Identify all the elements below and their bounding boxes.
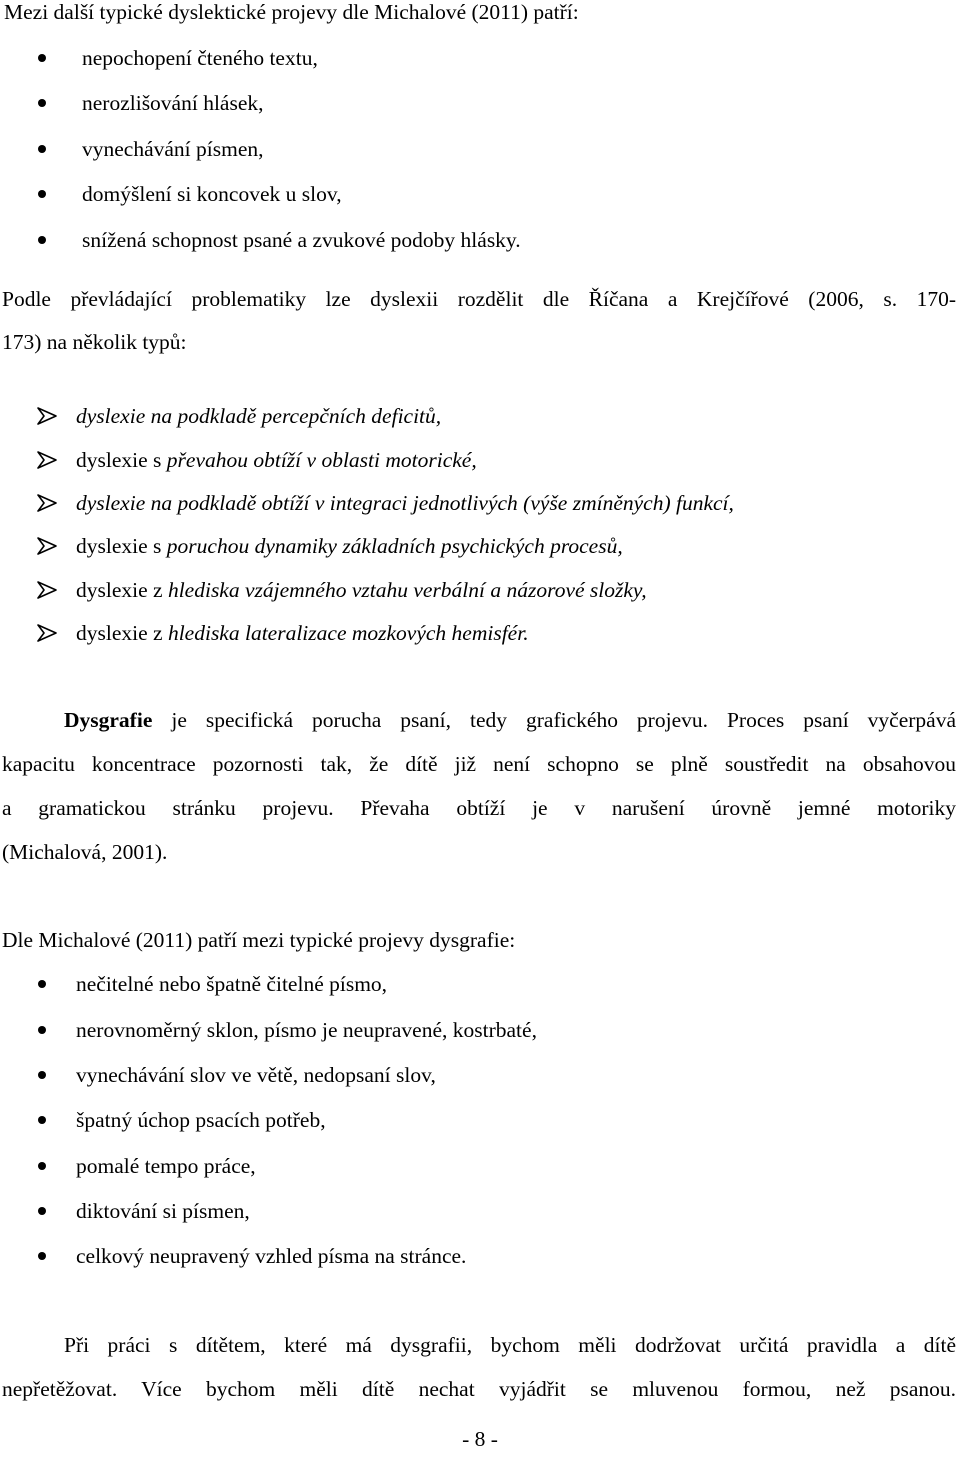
document-page: Mezi další typické dyslektické projevy dle Michalové (2011) patří: nepochopení čteného textu, nerozlišování hlásek, vynechávání písmen, domýšlení si koncovek u slov, snížená schopnost psané a zvukové podoby hlásky. Podle převládající problematiky lze dyslexii rozdělit dle Říčana a Krejčířové (2006, s. 170- 173) na několik typů: dyslexie na podkladě percepčních deficitů, dyslexie s převahou obtíží v oblasti motorické, dyslexie na podkladě obtíží v integraci jednotlivých (výše zmíněných) funkcí, dyslexie s poruchou dynamiky základních psychických procesů, dyslexie z hlediska vzájemného vztahu verbální a názorové složky, dyslexie z hlediska lateralizace mozkových hemisfér. Dysgrafie je specifická porucha psaní, tedy grafického projevu. Proces psaní vyčerpává kapacitu koncentrace pozornosti tak, že dítě již není schopno se plně soustředit na obsahovou a gramatickou stránku projevu. Převaha obtíží je v narušení úrovně jemné motoriky (Michalová, 2001). Dle Michalové (2011) patří mezi typické projevy dysgrafie: nečitelné nebo špatně čitelné písmo, nerovnoměrný sklon, písmo je neupravené, kostrbaté, vynechávání slov ve větě, nedopsaní slov, špatný úchop psacích potřeb, pomalé tempo práce, diktování si písmen, celkový neupravený vzhled písma na stránce. Při práci s dítětem, které má dysgrafii, bychom měli dodržovat určitá pravidla a dítě nepřetěžovat. Více bychom měli dítě nechat vyjádřit se mluvenou formou, než psanou. - 8 - (0, 0, 960, 1462)
page-number: - 8 - (462, 1427, 498, 1451)
arrow-bullet-icon (36, 406, 58, 426)
bullet-icon (38, 1207, 46, 1215)
arrow-bullet-icon (36, 536, 58, 556)
arrow-bullet-icon (36, 493, 58, 513)
paragraph-line: nepřetěžovat. Více bychom měli dítě nechat vyjádřit se mluvenou formou, než psanou. (2, 1377, 956, 1401)
paragraph-line: (Michalová, 2001). (2, 840, 168, 864)
paragraph-line: Dysgrafie je specifická porucha psaní, tedy grafického projevu. Proces psaní vyčerpává (64, 708, 956, 732)
bullet-icon (38, 1071, 46, 1079)
paragraph-line: Při práci s dítětem, které má dysgrafii, bychom měli dodržovat určitá pravidla a dítě (64, 1333, 956, 1357)
bullet-icon (38, 1252, 46, 1260)
bullet-icon (38, 145, 46, 153)
arrow-bullet-icon (36, 580, 58, 600)
arrow-bullet-icon (36, 450, 58, 470)
bullet-icon (38, 236, 46, 244)
bullet-icon (38, 1162, 46, 1170)
intro-text-dysgraphia: Dle Michalové (2011) patří mezi typické projevy dysgrafie: (2, 928, 516, 952)
bullet-icon (38, 54, 46, 62)
bullet-icon (38, 1026, 46, 1034)
bullet-icon (38, 190, 46, 198)
paragraph-types-line: Podle převládající problematiky lze dyslexii rozdělit dle Říčana a Krejčířové (2006, s. 170- (2, 287, 956, 311)
arrow-bullet-icon (36, 623, 58, 643)
paragraph-types-line: 173) na několik typů: (2, 330, 187, 354)
paragraph-line: a gramatickou stránku projevu. Převaha obtíží je v narušení úrovně jemné motoriky (2, 796, 956, 820)
bullet-icon (38, 99, 46, 107)
bullet-icon (38, 1116, 46, 1124)
paragraph-line: kapacitu koncentrace pozornosti tak, že dítě již není schopno se plně soustředit na obsahovou (2, 752, 956, 776)
bullet-icon (38, 980, 46, 988)
intro-text-dyslexia: Mezi další typické dyslektické projevy dle Michalové (2011) patří: (4, 0, 579, 24)
